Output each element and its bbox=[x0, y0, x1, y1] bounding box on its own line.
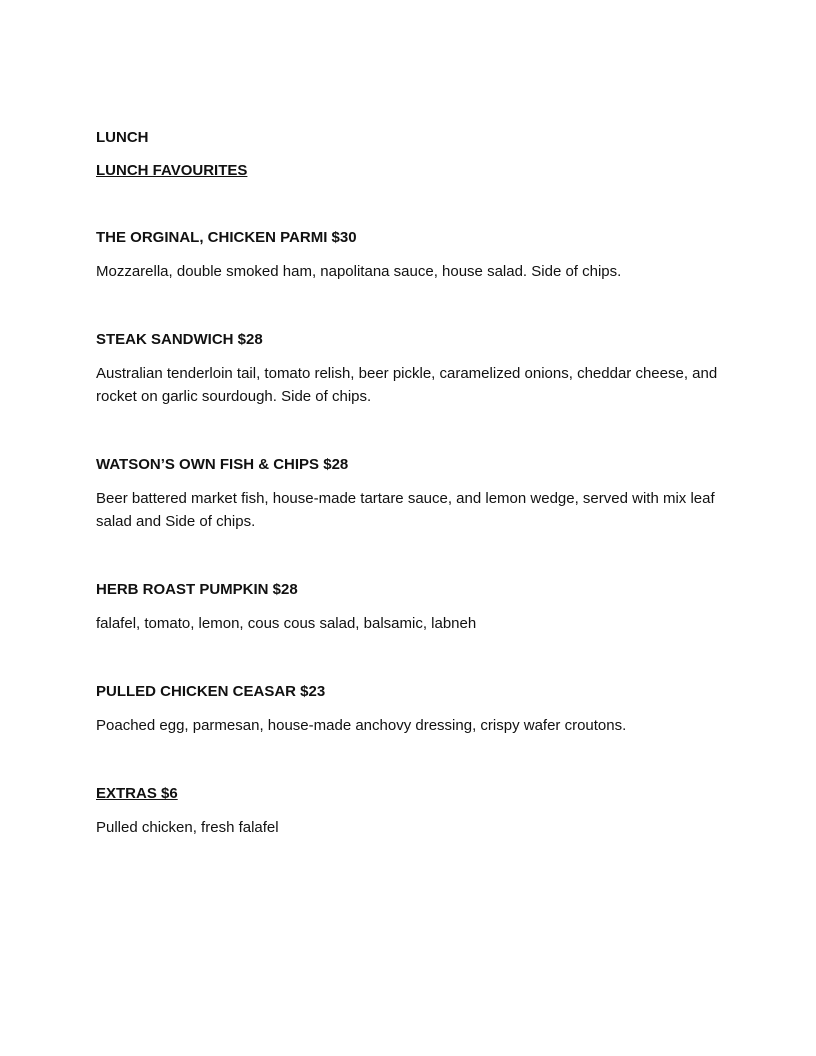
menu-page bbox=[96, 128, 720, 839]
menu-item-steak-sandwich bbox=[96, 330, 720, 408]
menu-item-fish-and-chips bbox=[96, 455, 720, 533]
menu-item-pulled-chicken-ceasar bbox=[96, 682, 720, 737]
menu-extras bbox=[96, 784, 720, 839]
menu-item-title: HERB ROAST PUMPKIN $28 bbox=[96, 581, 298, 598]
menu-item-herb-roast-pumpkin bbox=[96, 580, 720, 635]
menu-item-title: THE ORGINAL, CHICKEN PARMI $30 bbox=[96, 229, 357, 246]
menu-item-description: Poached egg, parmesan, house-made anchovy dressing, crispy wafer croutons. bbox=[96, 717, 627, 734]
extras-description: Pulled chicken, fresh falafel bbox=[96, 819, 279, 836]
menu-item-title: WATSON’S OWN FISH & CHIPS $28 bbox=[96, 456, 349, 473]
section-title: LUNCH FAVOURITES bbox=[96, 162, 248, 179]
menu-item-description: Australian tenderloin tail, tomato relish, beer pickle, caramelized onions, cheddar cheese, and rocket on garlic sourdough. Side of chips. bbox=[96, 365, 718, 405]
extras-title: EXTRAS $6 bbox=[96, 785, 178, 802]
menu-item-title: STEAK SANDWICH $28 bbox=[96, 331, 263, 348]
menu-item-chicken-parmi bbox=[96, 228, 720, 283]
menu-item-description: Beer battered market fish, house-made tartare sauce, and lemon wedge, served with mix leaf salad and Side of chips. bbox=[96, 490, 715, 530]
menu-heading: LUNCH bbox=[96, 129, 149, 146]
menu-item-description: Mozzarella, double smoked ham, napolitana sauce, house salad. Side of chips. bbox=[96, 263, 622, 280]
menu-item-description: falafel, tomato, lemon, cous cous salad, balsamic, labneh bbox=[96, 615, 477, 632]
menu-item-title: PULLED CHICKEN CEASAR $23 bbox=[96, 683, 326, 700]
